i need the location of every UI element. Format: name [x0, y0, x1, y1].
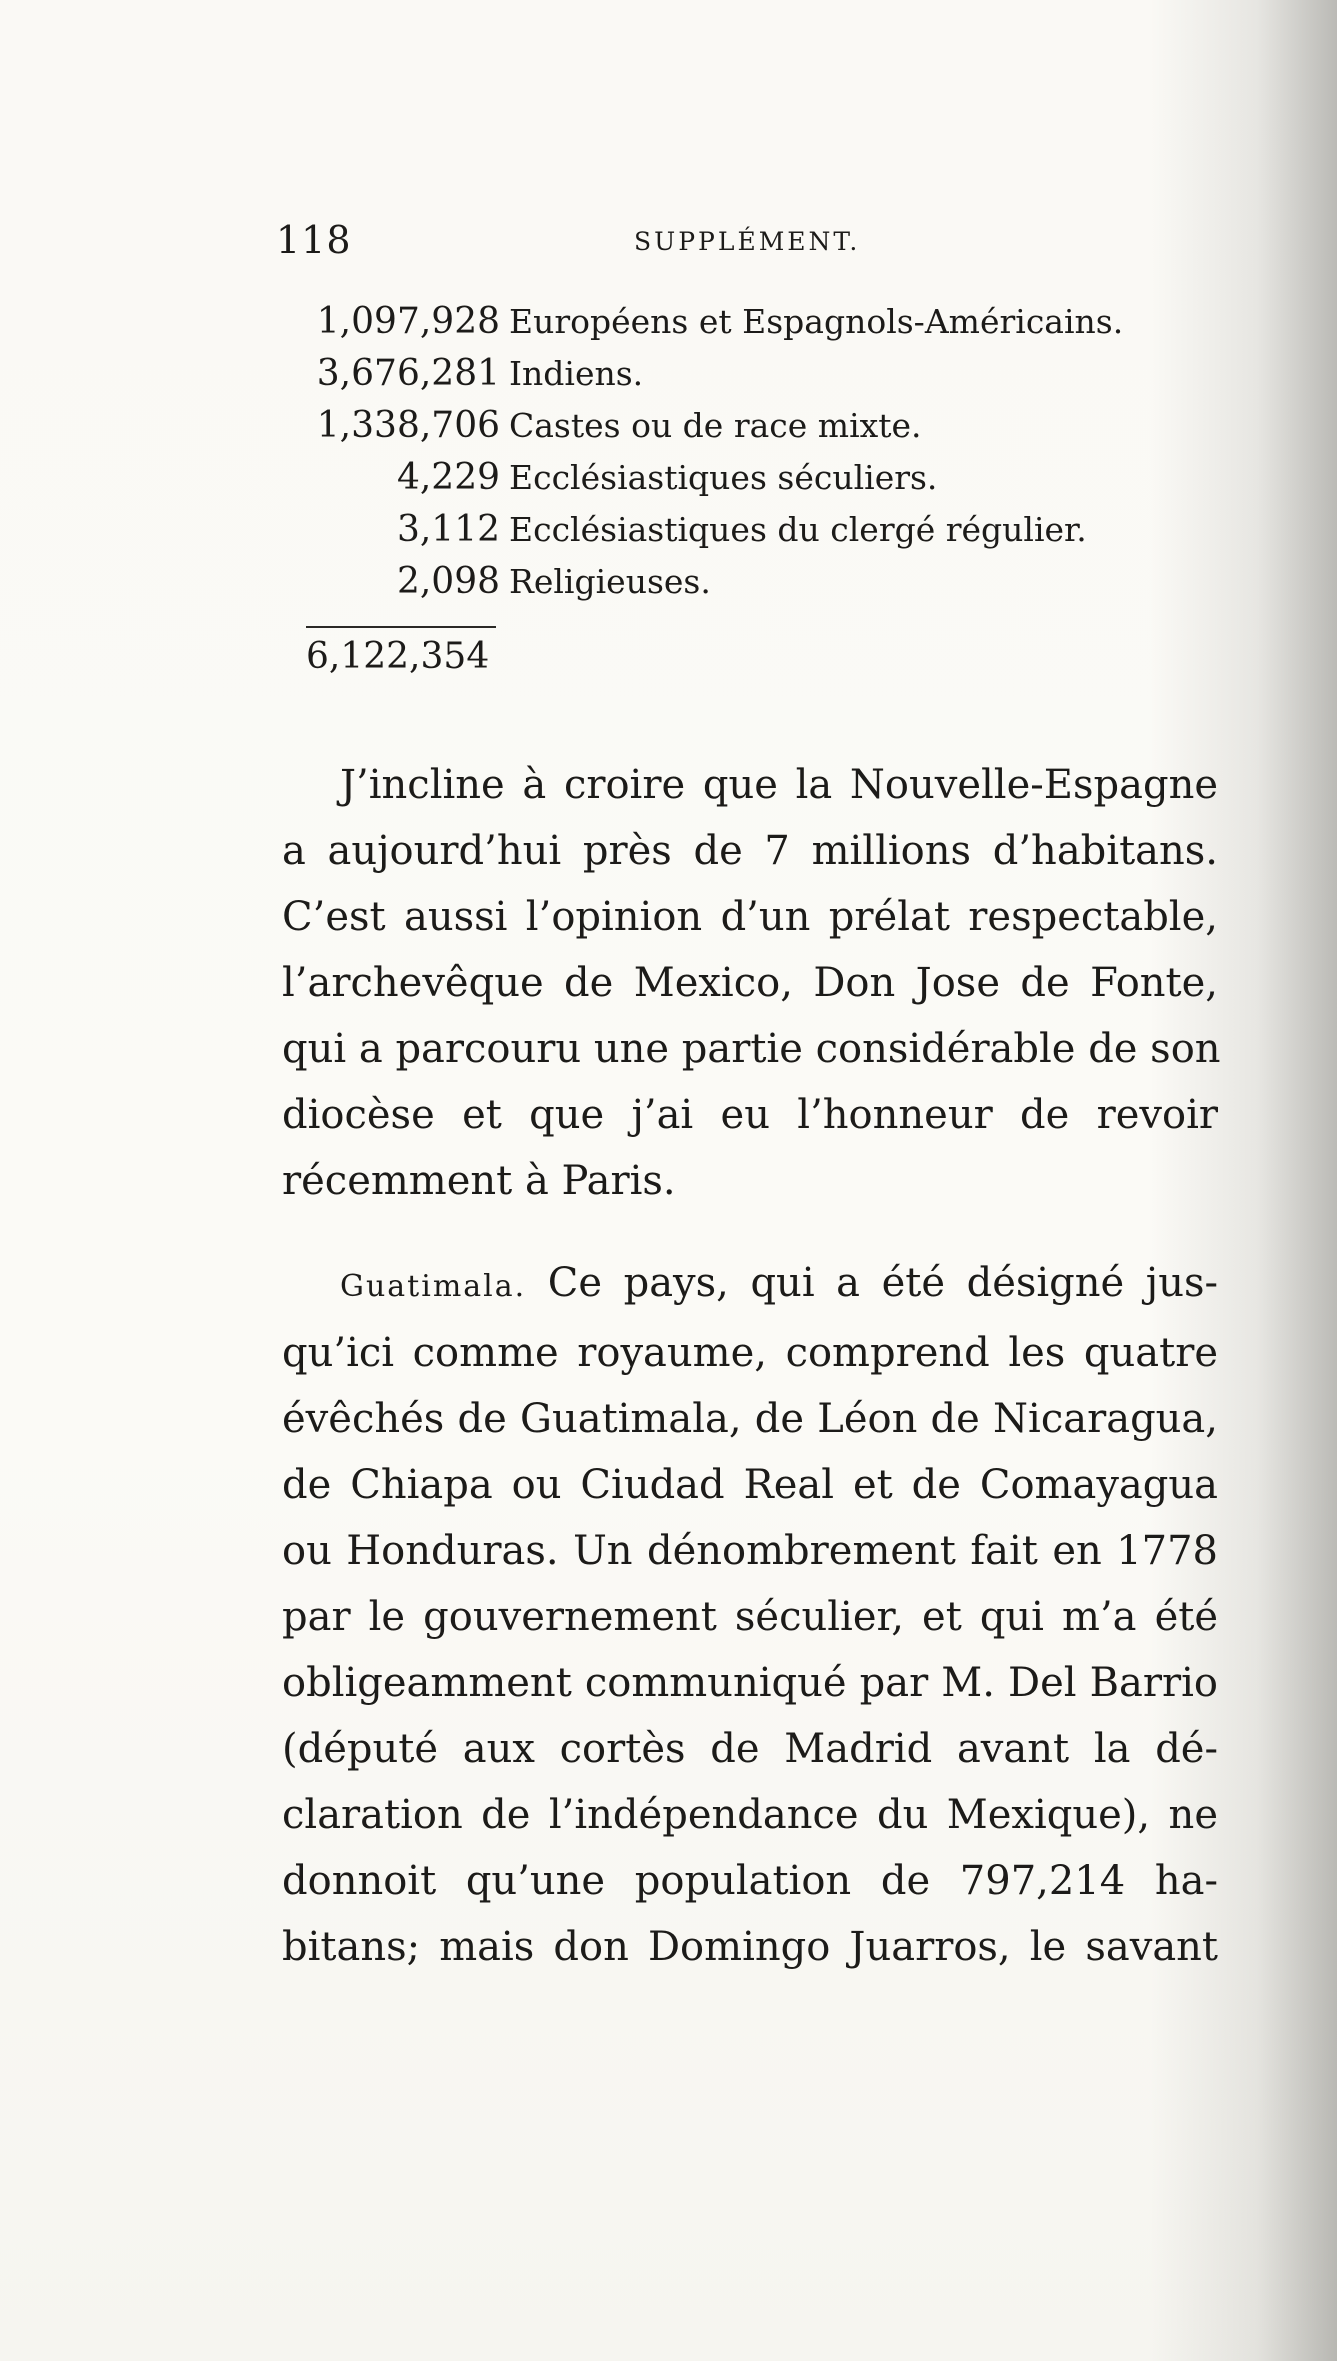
page-number: 118 [276, 218, 352, 262]
table-row [300, 452, 1200, 504]
text-line: qui a parcouru une partie considérable de son [282, 1026, 1221, 1072]
text-line: qu’ici comme royaume, comprend les quatre [282, 1330, 1218, 1376]
text-line: l’archevêque de Mexico, Don Jose de Fonte, [282, 960, 1218, 1006]
text-line: évêchés de Guatimala, de Léon de Nicaragua, [282, 1396, 1218, 1442]
text-line: ou Honduras. Un dénombrement fait en 1778 [282, 1528, 1218, 1574]
text-line: par le gouvernement séculier, et qui m’a été [282, 1594, 1218, 1640]
table-row [300, 400, 1200, 452]
text-line: claration de l’indépendance du Mexique), ne [282, 1792, 1218, 1838]
first-line-text: Ce pays, qui a été désigné jus- [526, 1260, 1218, 1306]
text-line: de Chiapa ou Ciudad Real et de Comayagua [282, 1462, 1218, 1508]
table-row [300, 348, 1200, 400]
census-label: Ecclésiastiques du clergé régulier. [509, 510, 1087, 549]
text-line: récemment à Paris. [282, 1158, 676, 1204]
text-line: C’est aussi l’opinion d’un prélat respectable, [282, 894, 1218, 940]
text-line: diocèse et que j’ai eu l’honneur de revoir [282, 1092, 1218, 1138]
running-head [276, 218, 1216, 268]
census-value: 3,112 [396, 509, 500, 550]
paragraph-guatimala [282, 1250, 1218, 1980]
text-line [282, 1250, 1218, 1320]
census-label: Castes ou de race mixte. [509, 406, 922, 445]
census-value: 1,097,928 [316, 301, 500, 342]
section-lead: Guatimala. [340, 1269, 527, 1304]
census-value: 2,098 [396, 561, 500, 602]
census-value: 4,229 [396, 457, 500, 498]
census-label: Européens et Espagnols-Américains. [509, 302, 1124, 341]
census-table [300, 296, 1200, 608]
census-total: 6,122,354 [306, 636, 490, 677]
text-line: a aujourd’hui près de 7 millions d’habitans. [282, 828, 1218, 874]
text-line: donnoit qu’une population de 797,214 ha- [282, 1858, 1218, 1904]
census-label: Religieuses. [509, 562, 711, 601]
total-rule [306, 626, 496, 628]
census-label: Ecclésiastiques séculiers. [509, 458, 938, 497]
text-line: bitans; mais don Domingo Juarros, le savant [282, 1924, 1218, 1970]
table-row [300, 556, 1200, 608]
text-line: (député aux cortès de Madrid avant la dé- [282, 1726, 1218, 1772]
census-value: 1,338,706 [316, 405, 500, 446]
table-row [300, 504, 1200, 556]
text-line: obligeamment communiqué par M. Del Barrio [282, 1660, 1218, 1706]
table-row [300, 296, 1200, 348]
census-value: 3,676,281 [316, 353, 500, 394]
paragraph-nouvelle-espagne [282, 752, 1221, 1214]
running-title: SUPPLÉMENT. [634, 227, 861, 256]
text-line: J’incline à croire que la Nouvelle-Espagne [340, 762, 1218, 808]
census-label: Indiens. [509, 354, 644, 393]
